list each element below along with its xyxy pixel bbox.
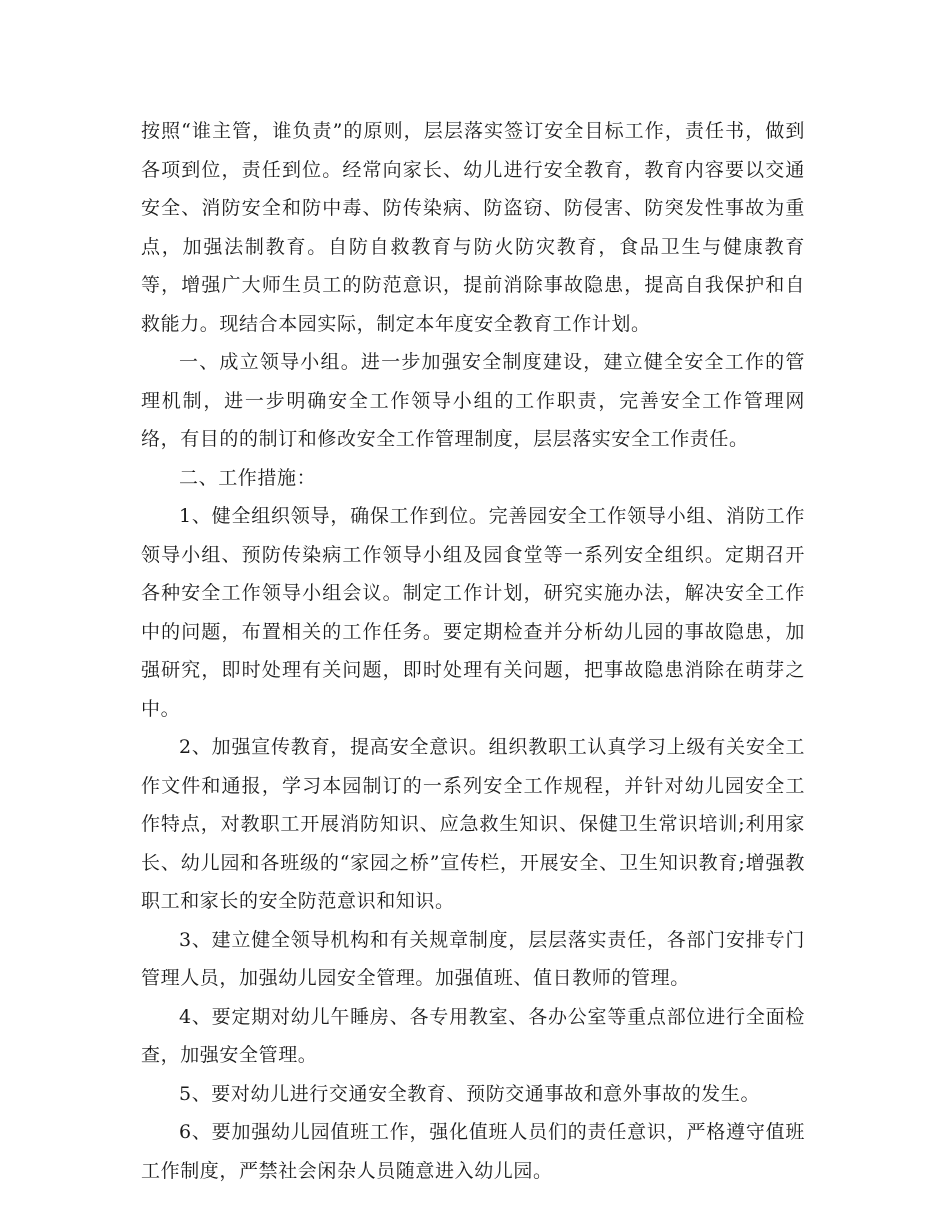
section-2-heading: 二、工作措施： [179,466,317,489]
measure-6-paragraph: 6、要加强幼儿园值班工作，强化值班人员们的责任意识，严格遵守值班工作制度，严禁社会闲杂人员随意进入幼儿园。 [141,1121,805,1182]
measure-4-paragraph: 4、要定期对幼儿午睡房、各专用教室、各办公室等重点部位进行全面检查，加强安全管理。 [141,1005,805,1066]
measure-1-paragraph: 1、健全组织领导，确保工作到位。完善园安全工作领导小组、消防工作领导小组、预防传染病工作领导小组及园食堂等一系列安全组织。定期召开各种安全工作领导小组会议。制定工作计划，研究实施办法，解决安全工作中的问题，布置相关的工作任务。要定期检查并分析幼儿园的事故隐患，加强研究，即时处理有关问题，即时处理有关问题，把事故隐患消除在萌芽之中。 [141,505,805,720]
intro-paragraph: 按照“谁主管，谁负责”的原则，层层落实签订安全目标工作，责任书，做到各项到位，责任到位。经常向家长、幼儿进行安全教育，教育内容要以交通安全、消防安全和防中毒、防传染病、防盗窃、防侵害、防突发性事故为重点，加强法制教育。自防自救教育与防火防灾教育，食品卫生与健康教育等，增强广大师生员工的防范意识，提前消除事故隐患，提高自我保护和自救能力。现结合本园实际，制定本年度安全教育工作计划。 [141,120,805,335]
document-body [141,112,805,1190]
section-1-paragraph: 一、成立领导小组。进一步加强安全制度建设，建立健全安全工作的管理机制，进一步明确安全工作领导小组的工作职责，完善安全工作管理网络，有目的的制订和修改安全工作管理制度，层层落实安全工作责任。 [141,351,805,450]
measure-2-paragraph: 2、加强宣传教育，提高安全意识。组织教职工认真学习上级有关安全工作文件和通报，学习本园制订的一系列安全工作规程，并针对幼儿园安全工作特点，对教职工开展消防知识、应急救生知识、保健卫生常识培训;利用家长、幼儿园和各班级的“家园之桥”宣传栏，开展安全、卫生知识教育;增强教职工和家长的安全防范意识和知识。 [141,736,805,912]
measure-5-paragraph: 5、要对幼儿进行交通安全教育、预防交通事故和意外事故的发生。 [179,1082,761,1105]
measure-3-paragraph: 3、建立健全领导机构和有关规章制度，层层落实责任，各部门安排专门管理人员，加强幼儿园安全管理。加强值班、值日教师的管理。 [141,928,805,989]
